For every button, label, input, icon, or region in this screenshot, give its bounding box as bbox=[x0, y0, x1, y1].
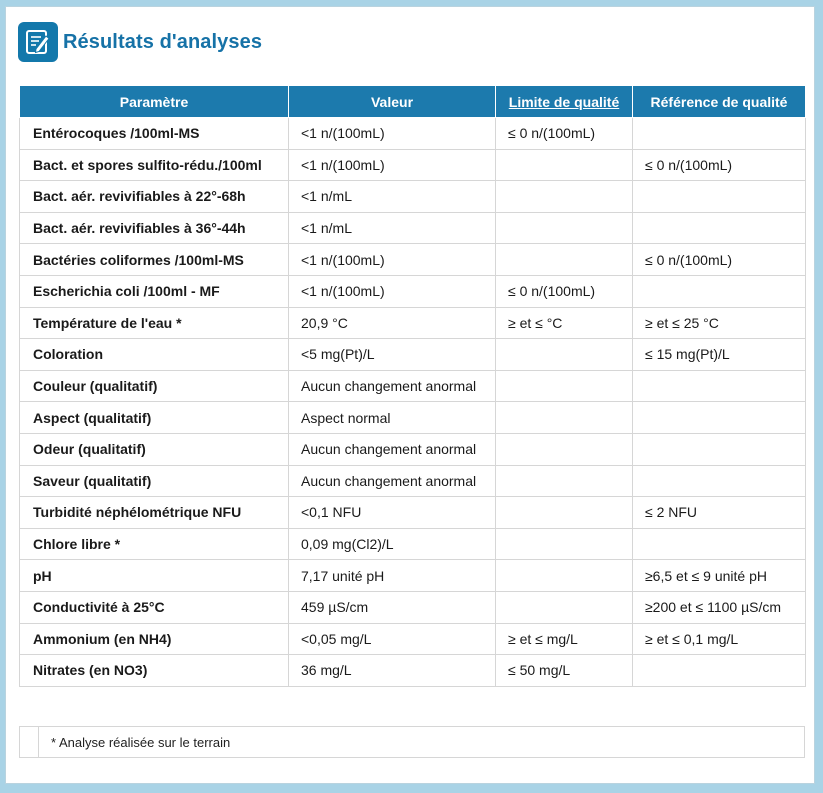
table-row bbox=[20, 370, 806, 402]
cell-valeur: Aspect normal bbox=[289, 402, 496, 434]
cell-reference: ≤ 15 mg(Pt)/L bbox=[633, 339, 806, 371]
footnote-spacer bbox=[20, 727, 39, 757]
cell-parametre: Nitrates (en NO3) bbox=[20, 655, 289, 687]
column-header-valeur: Valeur bbox=[289, 86, 496, 118]
cell-limite: ≤ 50 mg/L bbox=[496, 655, 633, 687]
cell-valeur: Aucun changement anormal bbox=[289, 465, 496, 497]
table-row bbox=[20, 244, 806, 276]
cell-limite bbox=[496, 528, 633, 560]
table-row bbox=[20, 528, 806, 560]
column-header-reference: Référence de qualité bbox=[633, 86, 806, 118]
cell-reference bbox=[633, 118, 806, 150]
table-row bbox=[20, 591, 806, 623]
cell-limite bbox=[496, 212, 633, 244]
page-title: Résultats d'analyses bbox=[63, 30, 263, 53]
cell-valeur: <1 n/(100mL) bbox=[289, 118, 496, 150]
cell-valeur: <1 n/mL bbox=[289, 181, 496, 213]
cell-reference bbox=[633, 181, 806, 213]
cell-parametre: Bact. aér. revivifiables à 22°-68h bbox=[20, 181, 289, 213]
table-row bbox=[20, 307, 806, 339]
cell-limite bbox=[496, 591, 633, 623]
cell-limite bbox=[496, 181, 633, 213]
results-panel bbox=[5, 6, 815, 784]
cell-limite bbox=[496, 465, 633, 497]
cell-valeur: 459 µS/cm bbox=[289, 591, 496, 623]
cell-limite bbox=[496, 560, 633, 592]
cell-parametre: Conductivité à 25°C bbox=[20, 591, 289, 623]
cell-limite: ≤ 0 n/(100mL) bbox=[496, 275, 633, 307]
footnote-box bbox=[19, 726, 805, 758]
cell-parametre: pH bbox=[20, 560, 289, 592]
cell-reference: ≤ 0 n/(100mL) bbox=[633, 149, 806, 181]
cell-parametre: Odeur (qualitatif) bbox=[20, 433, 289, 465]
cell-parametre: Ammonium (en NH4) bbox=[20, 623, 289, 655]
table-header-row bbox=[20, 86, 806, 118]
cell-reference bbox=[633, 402, 806, 434]
cell-valeur: <0,1 NFU bbox=[289, 497, 496, 529]
edit-document-icon bbox=[18, 22, 58, 62]
cell-parametre: Température de l'eau * bbox=[20, 307, 289, 339]
cell-valeur: 36 mg/L bbox=[289, 655, 496, 687]
table-row bbox=[20, 212, 806, 244]
cell-reference bbox=[633, 655, 806, 687]
cell-parametre: Bactéries coliformes /100ml-MS bbox=[20, 244, 289, 276]
cell-valeur: Aucun changement anormal bbox=[289, 370, 496, 402]
cell-valeur: 0,09 mg(Cl2)/L bbox=[289, 528, 496, 560]
column-header-limite-link[interactable]: Limite de qualité bbox=[496, 86, 633, 118]
cell-valeur: 7,17 unité pH bbox=[289, 560, 496, 592]
cell-limite: ≤ 0 n/(100mL) bbox=[496, 118, 633, 150]
table-row bbox=[20, 181, 806, 213]
cell-limite bbox=[496, 370, 633, 402]
cell-parametre: Aspect (qualitatif) bbox=[20, 402, 289, 434]
cell-parametre: Couleur (qualitatif) bbox=[20, 370, 289, 402]
table-row bbox=[20, 560, 806, 592]
cell-reference: ≥ et ≤ 25 °C bbox=[633, 307, 806, 339]
table-row bbox=[20, 623, 806, 655]
table-row bbox=[20, 118, 806, 150]
cell-reference bbox=[633, 465, 806, 497]
cell-valeur: <1 n/(100mL) bbox=[289, 275, 496, 307]
cell-parametre: Escherichia coli /100ml - MF bbox=[20, 275, 289, 307]
cell-valeur: <1 n/(100mL) bbox=[289, 149, 496, 181]
cell-reference: ≥6,5 et ≤ 9 unité pH bbox=[633, 560, 806, 592]
cell-valeur: <1 n/(100mL) bbox=[289, 244, 496, 276]
table-row bbox=[20, 497, 806, 529]
cell-limite bbox=[496, 433, 633, 465]
cell-reference bbox=[633, 370, 806, 402]
table-row bbox=[20, 339, 806, 371]
cell-reference: ≤ 2 NFU bbox=[633, 497, 806, 529]
cell-valeur: 20,9 °C bbox=[289, 307, 496, 339]
cell-reference: ≥ et ≤ 0,1 mg/L bbox=[633, 623, 806, 655]
cell-limite: ≥ et ≤ mg/L bbox=[496, 623, 633, 655]
cell-limite: ≥ et ≤ °C bbox=[496, 307, 633, 339]
cell-parametre: Bact. aér. revivifiables à 36°-44h bbox=[20, 212, 289, 244]
table-row bbox=[20, 402, 806, 434]
cell-reference: ≤ 0 n/(100mL) bbox=[633, 244, 806, 276]
cell-parametre: Bact. et spores sulfito-rédu./100ml bbox=[20, 149, 289, 181]
table-row bbox=[20, 655, 806, 687]
cell-parametre: Entérocoques /100ml-MS bbox=[20, 118, 289, 150]
footnote-text: * Analyse réalisée sur le terrain bbox=[51, 734, 231, 750]
table-row bbox=[20, 465, 806, 497]
table-row bbox=[20, 433, 806, 465]
cell-reference bbox=[633, 433, 806, 465]
cell-limite bbox=[496, 149, 633, 181]
cell-valeur: <1 n/mL bbox=[289, 212, 496, 244]
cell-limite bbox=[496, 402, 633, 434]
cell-parametre: Coloration bbox=[20, 339, 289, 371]
cell-parametre: Saveur (qualitatif) bbox=[20, 465, 289, 497]
table-row bbox=[20, 275, 806, 307]
cell-limite bbox=[496, 339, 633, 371]
cell-limite bbox=[496, 244, 633, 276]
results-table bbox=[19, 85, 806, 687]
cell-reference bbox=[633, 212, 806, 244]
cell-valeur: <0,05 mg/L bbox=[289, 623, 496, 655]
cell-parametre: Turbidité néphélométrique NFU bbox=[20, 497, 289, 529]
cell-parametre: Chlore libre * bbox=[20, 528, 289, 560]
cell-reference bbox=[633, 528, 806, 560]
cell-reference bbox=[633, 275, 806, 307]
cell-valeur: Aucun changement anormal bbox=[289, 433, 496, 465]
cell-valeur: <5 mg(Pt)/L bbox=[289, 339, 496, 371]
table-row bbox=[20, 149, 806, 181]
panel-header bbox=[18, 21, 262, 63]
column-header-parametre: Paramètre bbox=[20, 86, 289, 118]
cell-limite bbox=[496, 497, 633, 529]
cell-reference: ≥200 et ≤ 1100 µS/cm bbox=[633, 591, 806, 623]
